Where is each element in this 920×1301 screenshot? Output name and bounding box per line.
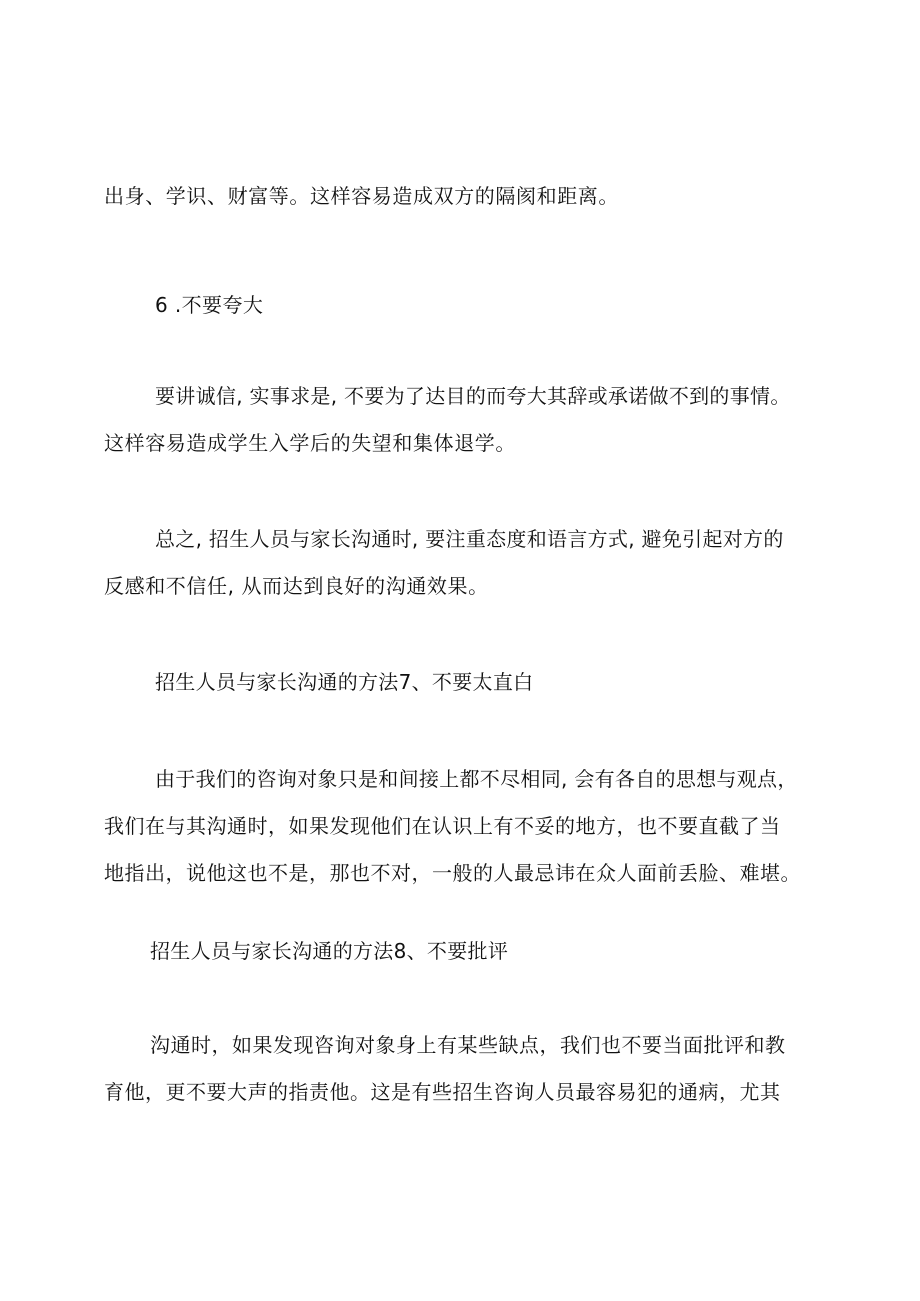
text-line: 出身、学识、财富等。这样容易造成双方的隔阂和距离。 bbox=[104, 184, 619, 208]
text-line: 地指出，说他这也不是，那也不对，一般的人最忌讳在众人面前丢脸、难堪。 bbox=[104, 861, 801, 885]
section-heading: 招生人员与家长沟通的方法7、不要太直白 bbox=[155, 670, 534, 694]
text-line: 要讲诚信, 实事求是, 不要为了达目的而夸大其辞或承诺做不到的事情。 bbox=[155, 384, 791, 408]
text-line: 我们在与其沟通时，如果发现他们在认识上有不妥的地方，也不要直截了当 bbox=[104, 814, 781, 838]
text-line: 反感和不信任, 从而达到良好的沟通效果。 bbox=[104, 574, 489, 598]
section-heading: 招生人员与家长沟通的方法8、不要批评 bbox=[150, 939, 509, 963]
text-line: 这样容易造成学生入学后的失望和集体退学。 bbox=[104, 431, 516, 455]
text-line: 由于我们的咨询对象只是和间接上都不尽相同, 会有各自的思想与观点， bbox=[155, 767, 798, 791]
section-heading: 6 .不要夸大 bbox=[155, 293, 264, 317]
text-line: 育他，更不要大声的指责他。这是有些招生咨询人员最容易犯的通病，尤其 bbox=[104, 1080, 781, 1104]
text-line: 沟通时，如果发现咨询对象身上有某些缺点，我们也不要当面批评和教 bbox=[150, 1033, 786, 1057]
text-line: 总之, 招生人员与家长沟通时, 要注重态度和语言方式, 避免引起对方的 bbox=[155, 527, 784, 551]
